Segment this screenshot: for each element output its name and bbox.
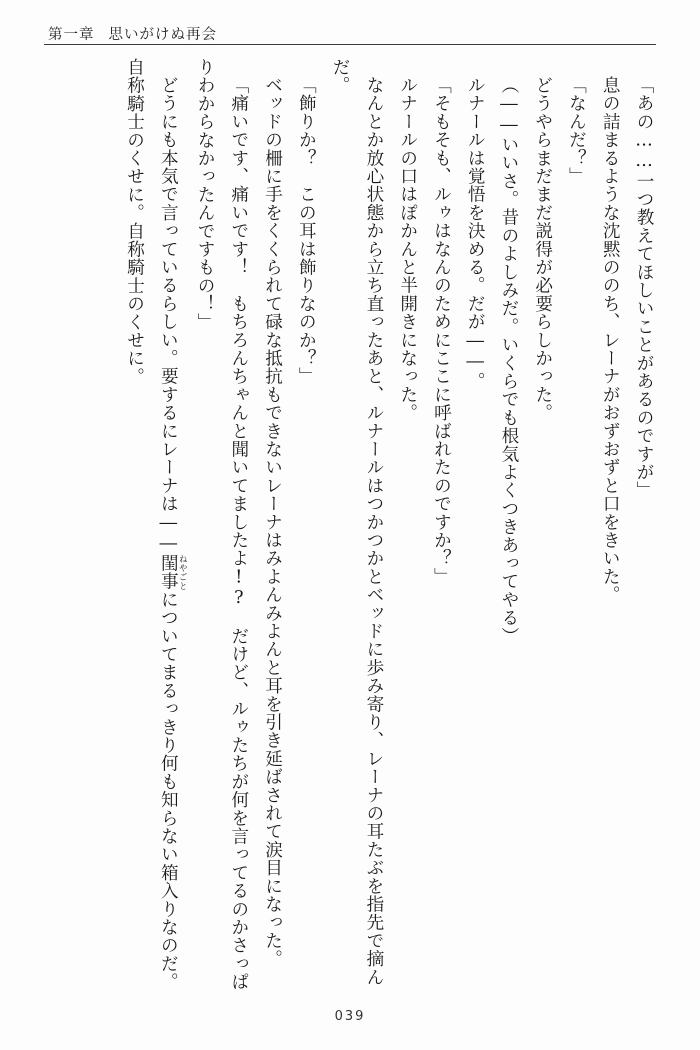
ruby-reading: ねやごと [177,553,188,590]
paragraph: 「痛いです、痛いです！ もちろんちゃんと聞いてましたよ!? だけど、ルゥたちが何を言ってるのかさっぱりわからなかったんですもの！」 [195,58,249,991]
paragraph-with-ruby [117,58,188,998]
paragraph-text-part: どうにも本気で言っているらしい。要するにレーナは――閨事 ねやごとについてまるっきり何も知らない箱入りなのだ。自称騎士のくせに。自称騎士のくせに。 [124,58,188,991]
paragraph: なんとか放心状態から立ち直ったあと、ルナールはつかつかとベッドに歩み寄り、レーナの耳たぶを指先で摘んだ。 [330,58,384,986]
chapter-title: 思いがけぬ再会 [108,27,217,43]
paragraph: ルナールは覚悟を決める。だが――。 [465,75,486,390]
paragraph: 「あの……一つ教えてほしいことがあるのですが」 [634,75,654,499]
ruby-term: 閨事 ねやごと [158,553,188,590]
page-number: 039 [334,1009,366,1024]
paragraph: ルナールの口はぽかんと半開きになった。 [397,75,418,422]
chapter-number: 第一章 [48,27,95,43]
paragraph: 息の詰まるような沈黙ののち、レーナがおずおずと口をきいた。 [600,75,621,604]
paragraph: 「飾りか？ この耳は飾りなのか？」 [296,75,317,385]
paragraph: 「なんだ？」 [566,75,587,185]
header-rule [44,44,656,45]
body-text [40,58,660,998]
paragraph: 「そもそも、ルゥはなんのためにここに呼ばれたのですか？」 [431,75,452,586]
paragraph: どうやらまだまだ説得が必要らしかった。 [532,75,553,422]
paragraph: ベッドの柵に手をくくられて碌な抵抗もできないレーナはみよんみよんと耳を引き延ばされて涙目になった。 [262,75,283,968]
running-header [48,20,652,44]
paragraph: （――いいさ。昔のよしみだ。いくらでも根気よくつきあってやる） [498,75,519,645]
